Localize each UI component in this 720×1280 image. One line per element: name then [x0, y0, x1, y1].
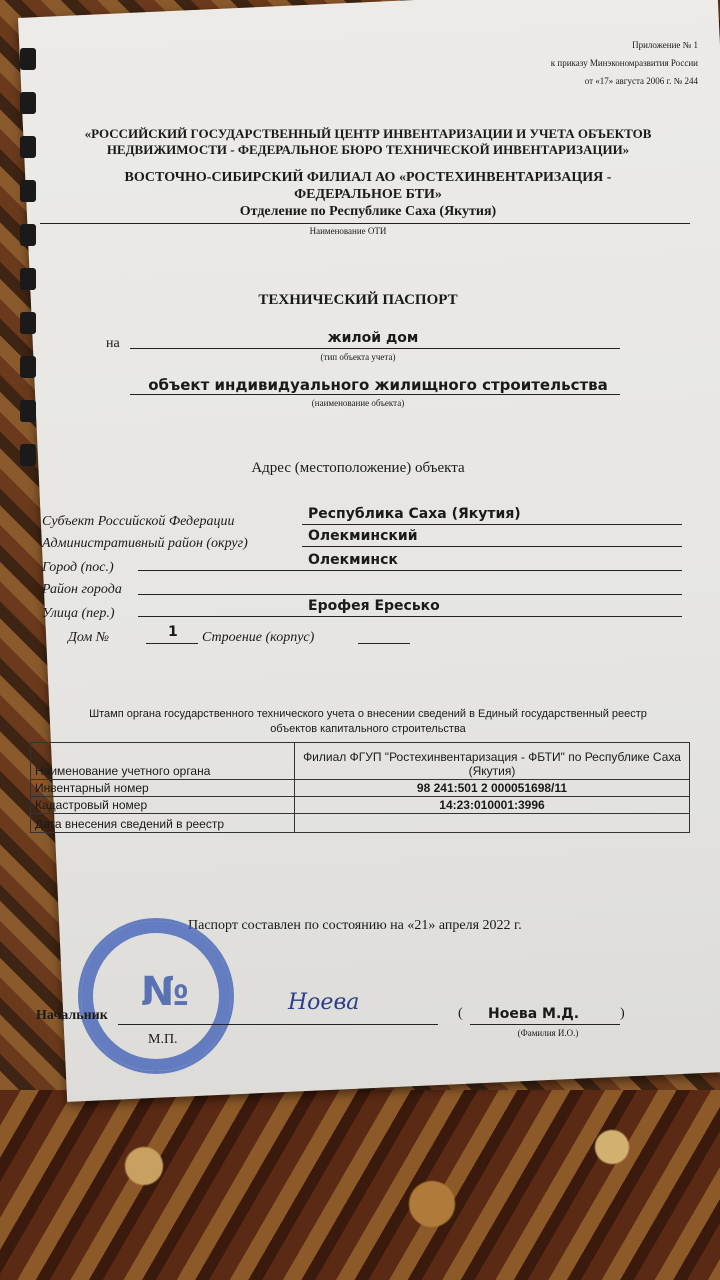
table-row: [31, 814, 690, 833]
table-row: [31, 743, 690, 780]
object-type: жилой дом: [327, 330, 419, 346]
order-label: к приказу Минэкономразвития России: [550, 58, 698, 68]
org-line-4: ФЕДЕРАЛЬНОЕ БТИ»: [294, 187, 442, 202]
order-date: от «17» августа 2006 г. № 244: [584, 75, 698, 86]
city-label: Город (пос.): [42, 560, 114, 575]
appendix-label: Приложение № 1: [632, 40, 698, 50]
official-seal: [78, 918, 234, 1074]
object-name-caption: (наименование объекта): [311, 398, 405, 408]
seal-label: М.П.: [148, 1032, 178, 1047]
object-name: объект индивидуального жилищного строительства: [148, 376, 608, 394]
org-line-5: Отделение по Республике Саха (Якутия): [239, 204, 497, 219]
org-caption: Наименование ОТИ: [309, 226, 387, 236]
row-label: Кадастровый номер: [31, 797, 295, 814]
chief-label: Начальник: [36, 1008, 108, 1023]
row-value: 98 241:501 2 000051698/11: [295, 780, 690, 797]
signature: Ноева: [288, 990, 360, 1015]
row-value: 14:23:010001:3996: [295, 797, 690, 814]
org-line-3: ВОСТОЧНО-СИБИРСКИЙ ФИЛИАЛ АО «РОСТЕХИНВЕНТАРИЗАЦИЯ -: [124, 170, 612, 185]
city-district-label: Район города: [42, 582, 122, 597]
object-type-caption: (тип объекта учета): [320, 352, 396, 362]
seal-number-mark: №: [141, 969, 190, 1015]
document-page: Приложение № 1 к приказу Минэкономразвития России от «17» августа 2006 г. № 244 «РОССИЙСКИЙ ГОСУДАРСТВЕННЫЙ ЦЕНТР ИНВЕНТАРИЗАЦИИ И УЧЕТА ОБЪЕКТОВ НЕДВИЖИМОСТИ - ФЕДЕРАЛЬНОЕ БЮРО ТЕХНИЧЕСКОЙ ИНВЕНТАРИЗАЦИИ» ВОСТОЧНО-СИБИРСКИЙ ФИЛИАЛ АО «РОСТЕХИНВЕНТАРИЗАЦИЯ - ФЕДЕРАЛЬНОЕ БТИ» Отделение по Республике Саха (Якутия) Наименование ОТИ ТЕХНИЧЕСКИЙ ПАСПОРТ на жилой дом (тип объекта учета) объект индивидуального жилищного строительства (наименование объекта) Адрес (местоположение) объекта Субъект Российской Федерации Республика Саха (Якутия) Административный район (округ) Олекминский Город (пос.) Олекминск Район города Улица (пер.) Ерофея Ересько Дом № 1 Строение (корпус) Штамп органа государственного технического учета о внесении сведений в Единый государственный реестр объектов капитального строительства Наименование учетного органа Филиал ФГУП "Ростехинвентаризация - ФБТИ" по Республике Саха (Якутия) Инвентарный номер 98 241:501 2 000051698/11 Кадастровый номер 14:23:010001:3996 Дата внесения сведений в реестр Паспорт составлен по состоянию на «21» апреля 2022 г. № Начальник Ноева М.П. ( Ноева М.Д. ) (Фамилия И.О.): [18, 0, 720, 1102]
house-label: Дом №: [68, 630, 110, 645]
spiral-binding: [20, 48, 36, 468]
row-label: Наименование учетного органа: [31, 743, 295, 780]
building-label: Строение (корпус): [202, 630, 315, 645]
background-carpet: [0, 1090, 720, 1280]
street-value: Ерофея Ересько: [308, 598, 440, 614]
district-label: Административный район (округ): [42, 536, 248, 551]
state-as-of: Паспорт составлен по состоянию на «21» апреля 2022 г.: [188, 918, 522, 933]
row-label: Инвентарный номер: [31, 780, 295, 797]
org-line-1: «РОССИЙСКИЙ ГОСУДАРСТВЕННЫЙ ЦЕНТР ИНВЕНТАРИЗАЦИИ И УЧЕТА ОБЪЕКТОВ: [84, 126, 652, 141]
stamp-text-2: объектов капитального строительства: [270, 723, 466, 735]
table-row: [31, 780, 690, 797]
house-value: 1: [168, 624, 178, 640]
table-row: [31, 797, 690, 814]
document-title: ТЕХНИЧЕСКИЙ ПАСПОРТ: [258, 292, 458, 308]
address-heading: Адрес (местоположение) объекта: [251, 460, 465, 476]
name-caption: (Фамилия И.О.): [517, 1028, 579, 1038]
subject-label: Субъект Российской Федерации: [42, 514, 235, 529]
street-label: Улица (пер.): [42, 606, 115, 621]
stamp-text-1: Штамп органа государственного технического учета о внесении сведений в Единый государственный реестр: [89, 708, 647, 720]
row-label: Дата внесения сведений в реестр: [31, 814, 295, 833]
chief-name: Ноева М.Д.: [488, 1006, 580, 1023]
org-line-2: НЕДВИЖИМОСТИ - ФЕДЕРАЛЬНОЕ БЮРО ТЕХНИЧЕСКОЙ ИНВЕНТАРИЗАЦИИ»: [106, 142, 630, 157]
district-value: Олекминский: [308, 528, 418, 544]
city-value: Олекминск: [308, 552, 398, 568]
row-value: Филиал ФГУП "Ростехинвентаризация - ФБТИ" по Республике Саха (Якутия): [295, 743, 690, 780]
on-label: на: [106, 336, 120, 351]
row-value: [295, 814, 690, 833]
subject-value: Республика Саха (Якутия): [308, 506, 521, 522]
registry-table: [30, 742, 690, 833]
